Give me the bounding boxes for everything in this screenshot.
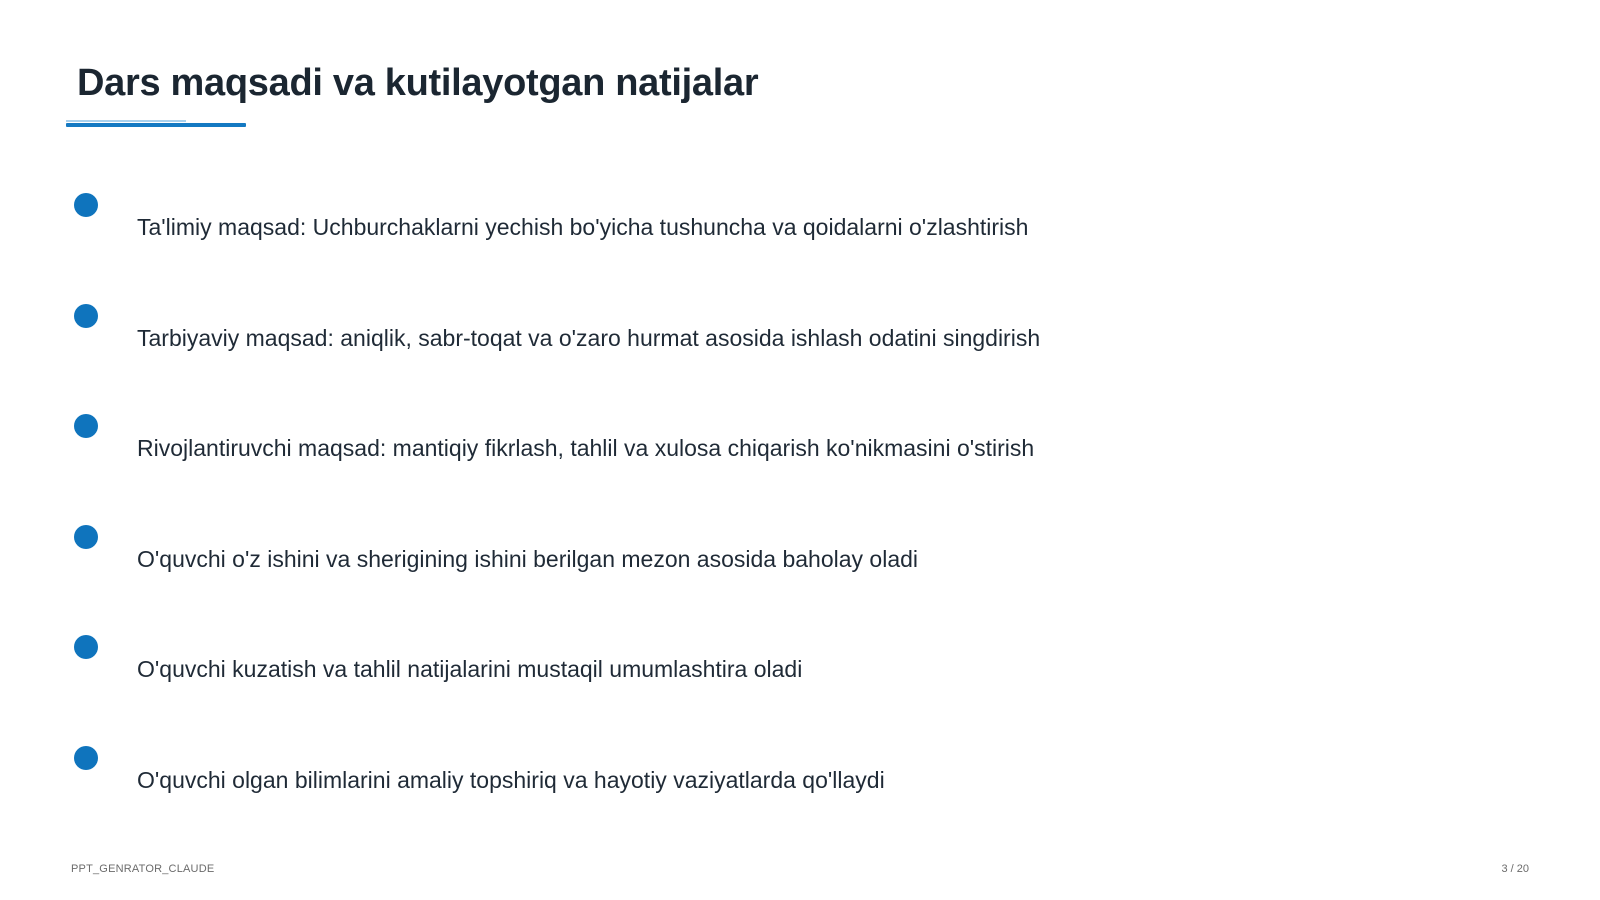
bullet-text: Ta'limiy maqsad: Uchburchaklarni yechish bo'yicha tushuncha va qoidalarni o'zlashtirish bbox=[137, 214, 1029, 240]
bullet-dot-icon bbox=[74, 304, 98, 328]
bullet-item bbox=[0, 746, 1500, 826]
bullet-item bbox=[0, 635, 1500, 715]
bullet-dot-icon bbox=[74, 193, 98, 217]
bullet-text: O'quvchi olgan bilimlarini amaliy topshiriq va hayotiy vaziyatlarda qo'llaydi bbox=[137, 767, 885, 793]
bullet-dot-icon bbox=[74, 525, 98, 549]
bullet-text: Rivojlantiruvchi maqsad: mantiqiy fikrlash, tahlil va xulosa chiqarish ko'nikmasini o'stirish bbox=[137, 435, 1035, 461]
slide-title: Dars maqsadi va kutilayotgan natijalar bbox=[77, 62, 759, 104]
page-indicator: 3 / 20 bbox=[1501, 863, 1529, 875]
bullet-dot-icon bbox=[74, 414, 98, 438]
bullet-dot-icon bbox=[74, 746, 98, 770]
bullet-text: O'quvchi o'z ishini va sherigining ishini berilgan mezon asosida baholay oladi bbox=[137, 546, 919, 572]
bullet-text: O'quvchi kuzatish va tahlil natijalarini mustaqil umumlashtira oladi bbox=[137, 656, 803, 682]
footer-label: PPT_GENRATOR_CLAUDE bbox=[71, 863, 215, 875]
bullet-item bbox=[0, 414, 1500, 494]
bullet-text: Tarbiyaviy maqsad: aniqlik, sabr-toqat va o'zaro hurmat asosida ishlash odatini singdirish bbox=[137, 325, 1041, 351]
bullet-item bbox=[0, 304, 1500, 384]
bullet-item bbox=[0, 525, 1500, 605]
bullet-dot-icon bbox=[74, 635, 98, 659]
bullet-item bbox=[0, 193, 1500, 273]
